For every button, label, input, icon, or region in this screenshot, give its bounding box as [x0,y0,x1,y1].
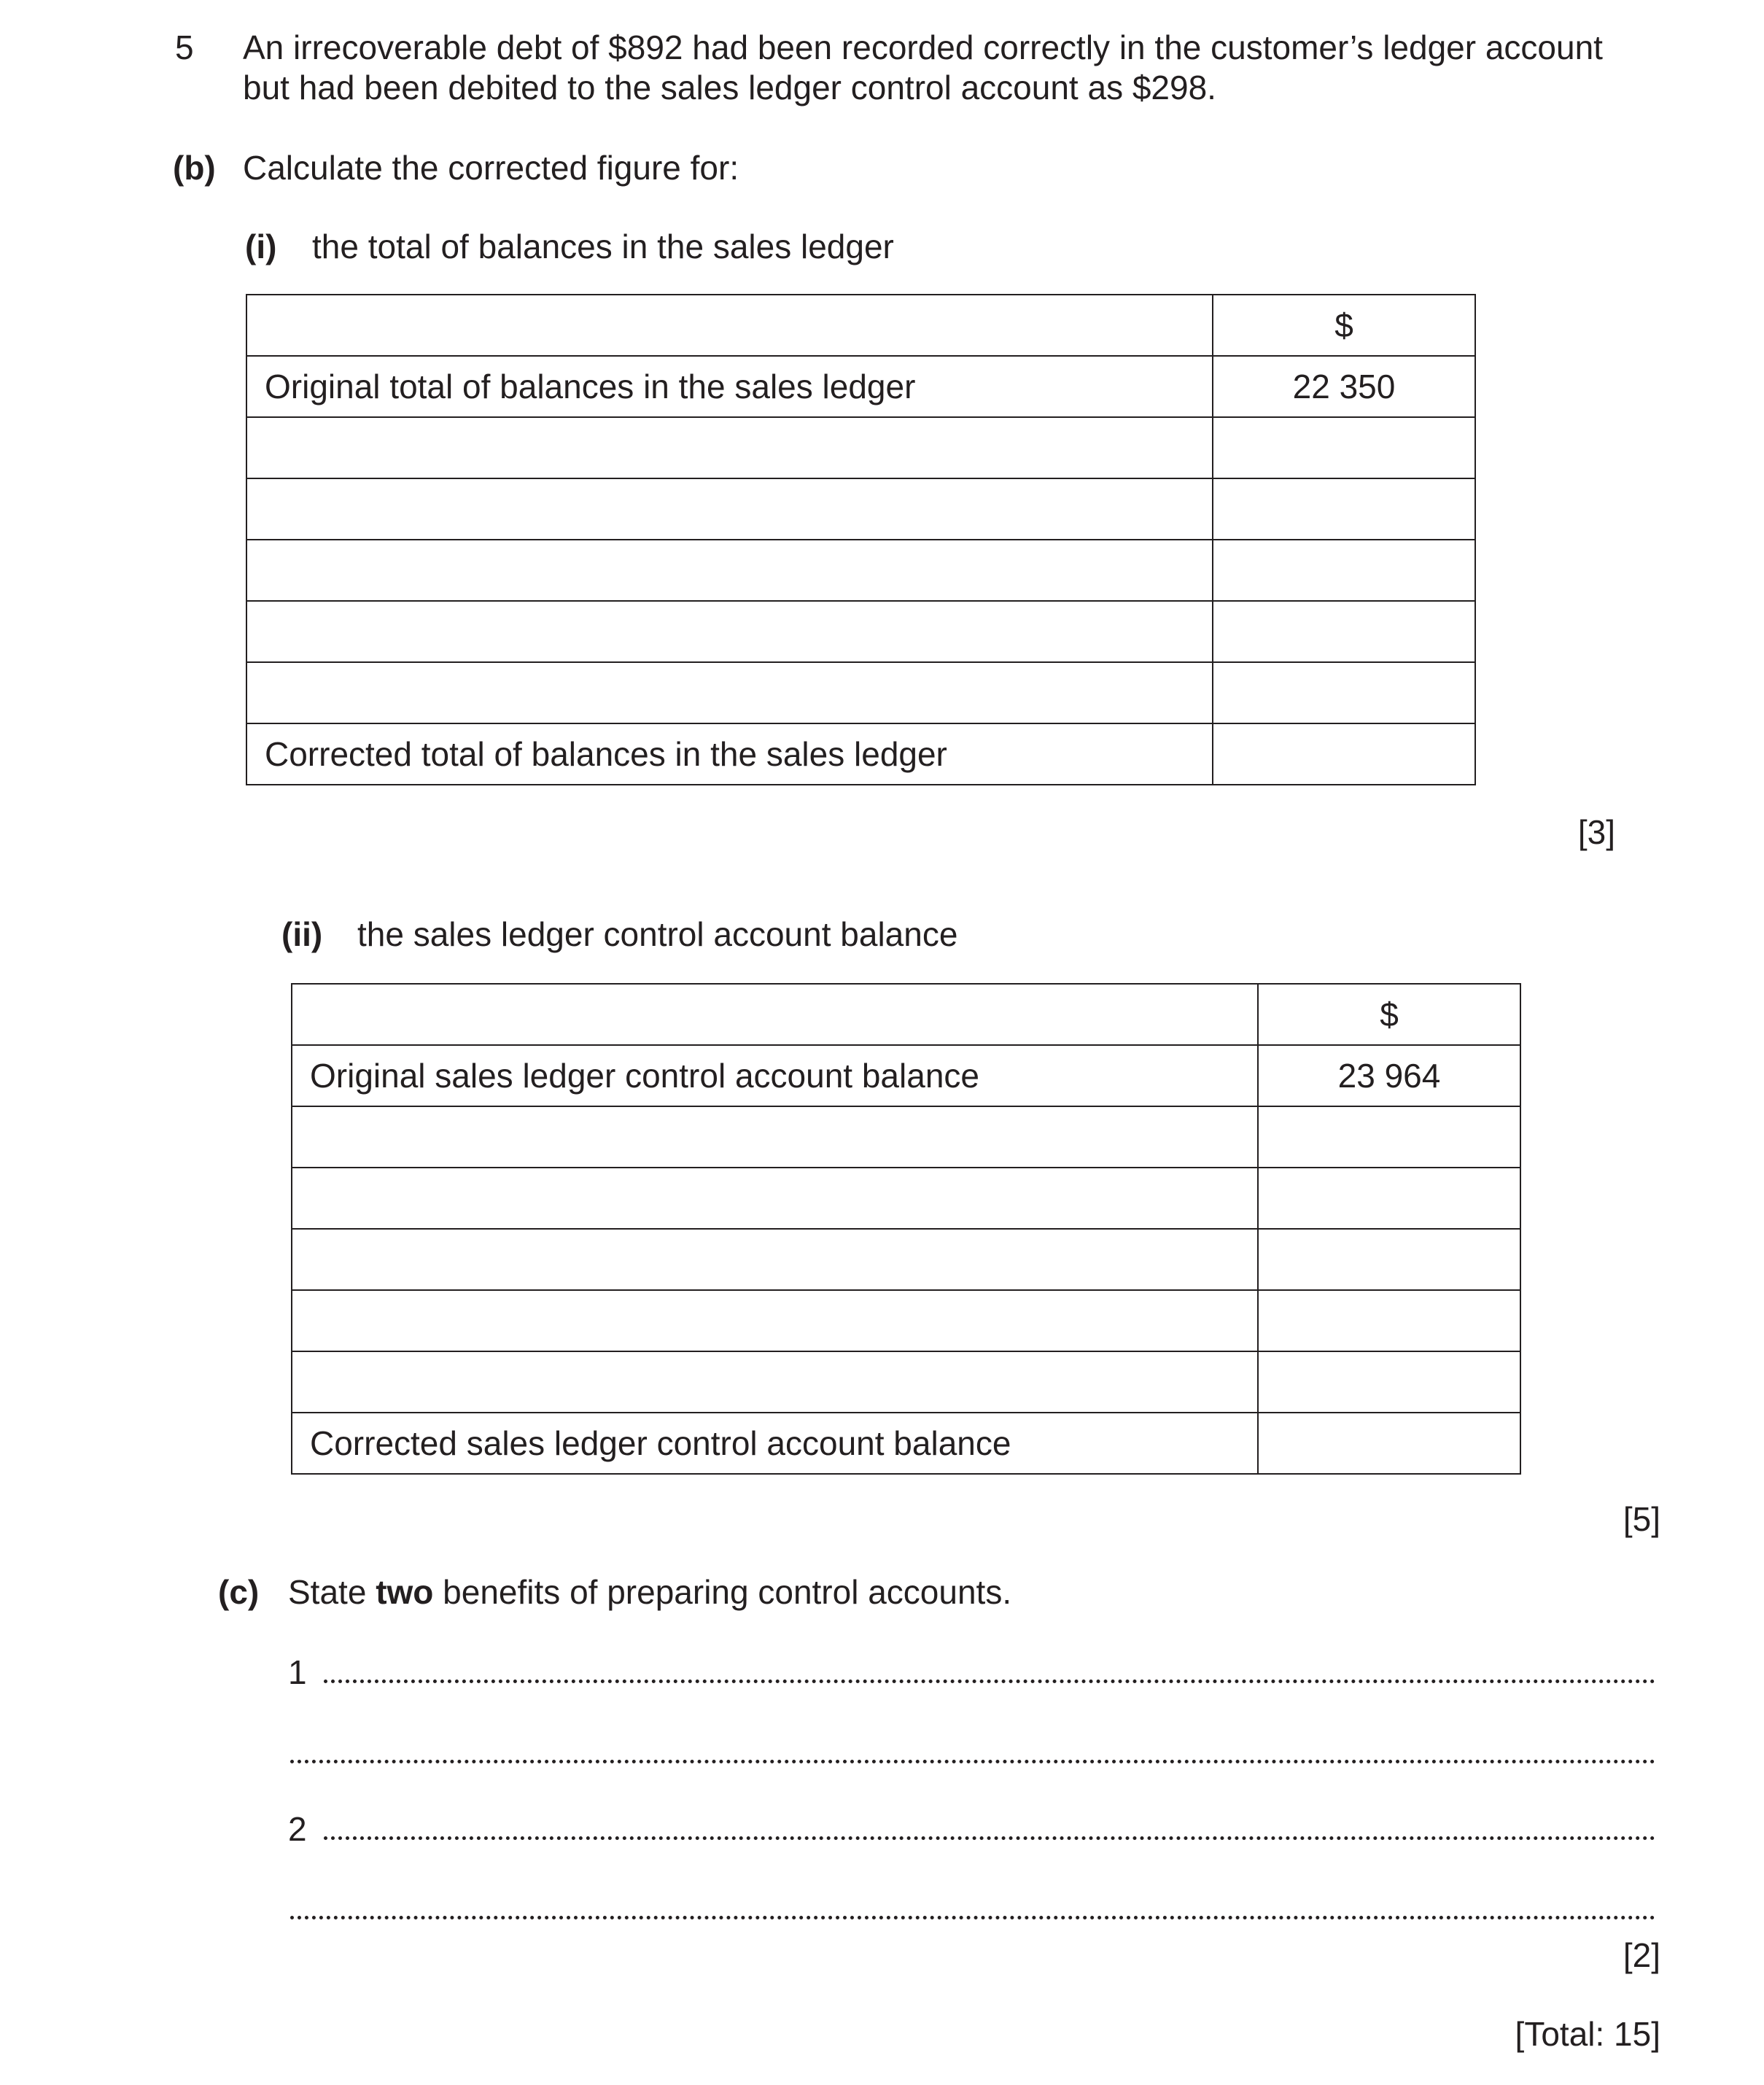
answer-cell-description[interactable] [246,417,1213,478]
part-b-ii-text: the sales ledger control account balance [357,915,958,953]
table-cell-description [246,295,1213,356]
table-row[interactable] [246,417,1475,478]
table-cell-description: Corrected total of balances in the sales ledger [246,723,1213,785]
table-row[interactable] [292,1351,1520,1413]
answer-cell-description[interactable] [246,601,1213,662]
question-stem-line-2: but had been debited to the sales ledger control account as $298. [243,69,1216,106]
table-cell-description: Original sales ledger control account balance [292,1045,1258,1106]
table-row[interactable] [292,1413,1520,1474]
answer-cell-description[interactable] [246,478,1213,540]
answer-cell-amount[interactable] [1258,1413,1520,1474]
answer-line-1b[interactable] [290,1760,1655,1763]
table-header-row [246,295,1475,356]
answer-cell-amount[interactable] [1213,478,1475,540]
answer-number-2: 2 [288,1810,307,1848]
table-row [246,356,1475,417]
marks-b-i: [3] [1577,813,1615,851]
table-row[interactable] [292,1229,1520,1290]
question-stem-line-1: An irrecoverable debt of $892 had been recorded correctly in the customer’s ledger account [243,28,1603,66]
table-header-currency: $ [1258,984,1520,1045]
control-account-table [291,983,1521,1475]
answer-cell-amount[interactable] [1258,1106,1520,1168]
answer-line-2a[interactable] [324,1836,1655,1840]
answer-cell-amount[interactable] [1213,601,1475,662]
answer-cell-amount[interactable] [1258,1168,1520,1229]
part-b-label: (b) [173,149,216,187]
answer-cell-amount[interactable] [1258,1351,1520,1413]
answer-cell-description[interactable] [292,1168,1258,1229]
table-row[interactable] [246,478,1475,540]
table-cell-description: Original total of balances in the sales ledger [246,356,1213,417]
part-c-text: State two benefits of preparing control accounts. [288,1573,1012,1611]
answer-cell-amount[interactable] [1213,723,1475,785]
answer-line-2b[interactable] [290,1916,1655,1919]
answer-cell-description[interactable] [292,1351,1258,1413]
table-row[interactable] [292,1168,1520,1229]
part-b-ii-label: (ii) [281,915,323,953]
answer-number-1: 1 [288,1653,307,1691]
answer-cell-amount[interactable] [1213,662,1475,723]
table-row[interactable] [292,1106,1520,1168]
marks-b-ii: [5] [1623,1500,1660,1538]
table-cell-amount: 22 350 [1213,356,1475,417]
table-row[interactable] [246,540,1475,601]
total-marks: [Total: 15] [1515,2015,1660,2053]
question-number: 5 [175,28,194,66]
table-row[interactable] [292,1290,1520,1351]
table-row[interactable] [246,662,1475,723]
table-cell-description: Corrected sales ledger control account balance [292,1413,1258,1474]
marks-c: [2] [1623,1936,1660,1974]
part-b-i-label: (i) [245,228,277,265]
part-c-label: (c) [218,1573,260,1611]
answer-cell-description[interactable] [246,662,1213,723]
table-row[interactable] [246,723,1475,785]
table-row[interactable] [246,601,1475,662]
answer-cell-description[interactable] [292,1229,1258,1290]
answer-cell-amount[interactable] [1258,1229,1520,1290]
answer-cell-description[interactable] [292,1106,1258,1168]
answer-cell-amount[interactable] [1213,540,1475,601]
part-b-i-text: the total of balances in the sales ledger [312,228,894,265]
table-header-row [292,984,1520,1045]
part-b-text: Calculate the corrected figure for: [243,149,739,187]
sales-ledger-table [246,294,1476,785]
table-cell-description [292,984,1258,1045]
answer-cell-description[interactable] [292,1290,1258,1351]
table-row [292,1045,1520,1106]
answer-line-1a[interactable] [324,1680,1655,1683]
table-header-currency: $ [1213,295,1475,356]
answer-cell-amount[interactable] [1258,1290,1520,1351]
answer-cell-amount[interactable] [1213,417,1475,478]
table-cell-amount: 23 964 [1258,1045,1520,1106]
answer-cell-description[interactable] [246,540,1213,601]
